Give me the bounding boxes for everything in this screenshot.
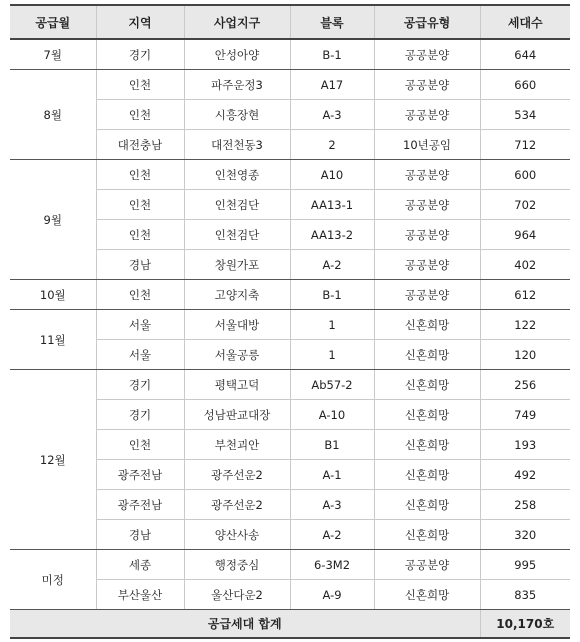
supply-schedule-table-container [10,4,570,639]
cell-block: AA13-1 [290,190,374,220]
cell-supply-type: 신혼희망 [374,340,480,370]
cell-region: 인천 [96,430,184,460]
table-row [10,280,570,310]
cell-project-district: 인천검단 [184,220,290,250]
table-row [10,160,570,190]
cell-region: 경남 [96,250,184,280]
cell-block: A-2 [290,250,374,280]
cell-household-count: 193 [480,430,570,460]
cell-supply-type: 공공분양 [374,220,480,250]
cell-project-district: 행정중심 [184,550,290,580]
cell-region: 광주전남 [96,490,184,520]
total-value: 10,170호 [480,610,570,639]
cell-region: 인천 [96,190,184,220]
table-row [10,39,570,70]
cell-region: 경남 [96,520,184,550]
cell-block: 1 [290,310,374,340]
cell-region: 서울 [96,340,184,370]
cell-supply-type: 공공분양 [374,190,480,220]
cell-supply-month: 미정 [10,550,96,610]
cell-supply-month: 10월 [10,280,96,310]
cell-household-count: 964 [480,220,570,250]
cell-region: 경기 [96,370,184,400]
supply-schedule-table [10,4,570,639]
cell-supply-type: 신혼희망 [374,460,480,490]
table-body [10,39,570,610]
cell-block: 6-3M2 [290,550,374,580]
cell-project-district: 안성아양 [184,39,290,70]
header-supply-type: 공급유형 [374,5,480,39]
cell-block: A17 [290,70,374,100]
cell-household-count: 712 [480,130,570,160]
cell-household-count: 660 [480,70,570,100]
table-row [10,370,570,400]
cell-household-count: 835 [480,580,570,610]
cell-project-district: 양산사송 [184,520,290,550]
cell-region: 인천 [96,160,184,190]
cell-household-count: 644 [480,39,570,70]
table-row [10,550,570,580]
cell-block: 1 [290,340,374,370]
cell-supply-type: 신혼희망 [374,490,480,520]
table-row [10,70,570,100]
cell-project-district: 파주운정3 [184,70,290,100]
cell-block: A-1 [290,460,374,490]
cell-block: B-1 [290,280,374,310]
cell-region: 경기 [96,39,184,70]
header-region: 지역 [96,5,184,39]
header-supply-month: 공급월 [10,5,96,39]
cell-project-district: 광주선운2 [184,490,290,520]
cell-supply-type: 10년공임 [374,130,480,160]
cell-supply-type: 공공분양 [374,550,480,580]
cell-project-district: 서울공릉 [184,340,290,370]
cell-household-count: 995 [480,550,570,580]
cell-project-district: 대전천동3 [184,130,290,160]
cell-supply-type: 공공분양 [374,70,480,100]
cell-region: 인천 [96,280,184,310]
cell-household-count: 749 [480,400,570,430]
cell-region: 인천 [96,100,184,130]
cell-project-district: 인천영종 [184,160,290,190]
cell-block: A-10 [290,400,374,430]
cell-project-district: 부천괴안 [184,430,290,460]
cell-supply-month: 8월 [10,70,96,160]
header-project-district: 사업지구 [184,5,290,39]
cell-supply-month: 7월 [10,39,96,70]
cell-supply-month: 9월 [10,160,96,280]
cell-household-count: 402 [480,250,570,280]
total-row [10,610,570,639]
cell-supply-type: 공공분양 [374,280,480,310]
table-row [10,310,570,340]
cell-block: A-3 [290,100,374,130]
cell-region: 부산울산 [96,580,184,610]
cell-supply-type: 공공분양 [374,39,480,70]
table-header [10,5,570,39]
table-footer [10,610,570,639]
cell-project-district: 인천검단 [184,190,290,220]
cell-supply-type: 신혼희망 [374,520,480,550]
header-household-count: 세대수 [480,5,570,39]
cell-region: 서울 [96,310,184,340]
cell-project-district: 평택고덕 [184,370,290,400]
cell-household-count: 612 [480,280,570,310]
cell-supply-type: 공공분양 [374,100,480,130]
cell-supply-type: 신혼희망 [374,580,480,610]
cell-supply-type: 신혼희망 [374,310,480,340]
cell-supply-type: 신혼희망 [374,400,480,430]
cell-block: B1 [290,430,374,460]
cell-block: A-3 [290,490,374,520]
cell-block: AA13-2 [290,220,374,250]
cell-household-count: 702 [480,190,570,220]
cell-project-district: 창원가포 [184,250,290,280]
cell-region: 인천 [96,70,184,100]
cell-supply-type: 공공분양 [374,250,480,280]
cell-supply-type: 신혼희망 [374,430,480,460]
cell-supply-type: 공공분양 [374,160,480,190]
cell-household-count: 320 [480,520,570,550]
cell-project-district: 서울대방 [184,310,290,340]
cell-region: 대전충남 [96,130,184,160]
cell-household-count: 258 [480,490,570,520]
cell-region: 경기 [96,400,184,430]
cell-household-count: 120 [480,340,570,370]
cell-region: 세종 [96,550,184,580]
cell-household-count: 122 [480,310,570,340]
cell-project-district: 시흥장현 [184,100,290,130]
header-block: 블록 [290,5,374,39]
cell-supply-type: 신혼희망 [374,370,480,400]
cell-block: A10 [290,160,374,190]
cell-project-district: 광주선운2 [184,460,290,490]
cell-supply-month: 11월 [10,310,96,370]
total-label: 공급세대 합계 [10,610,480,639]
cell-block: 2 [290,130,374,160]
cell-block: Ab57-2 [290,370,374,400]
cell-project-district: 고양지축 [184,280,290,310]
cell-project-district: 성남판교대장 [184,400,290,430]
cell-household-count: 256 [480,370,570,400]
cell-project-district: 울산다운2 [184,580,290,610]
cell-household-count: 534 [480,100,570,130]
cell-block: A-2 [290,520,374,550]
cell-supply-month: 12월 [10,370,96,550]
cell-household-count: 600 [480,160,570,190]
header-row [10,5,570,39]
cell-region: 인천 [96,220,184,250]
cell-block: A-9 [290,580,374,610]
cell-region: 광주전남 [96,460,184,490]
cell-household-count: 492 [480,460,570,490]
cell-block: B-1 [290,39,374,70]
